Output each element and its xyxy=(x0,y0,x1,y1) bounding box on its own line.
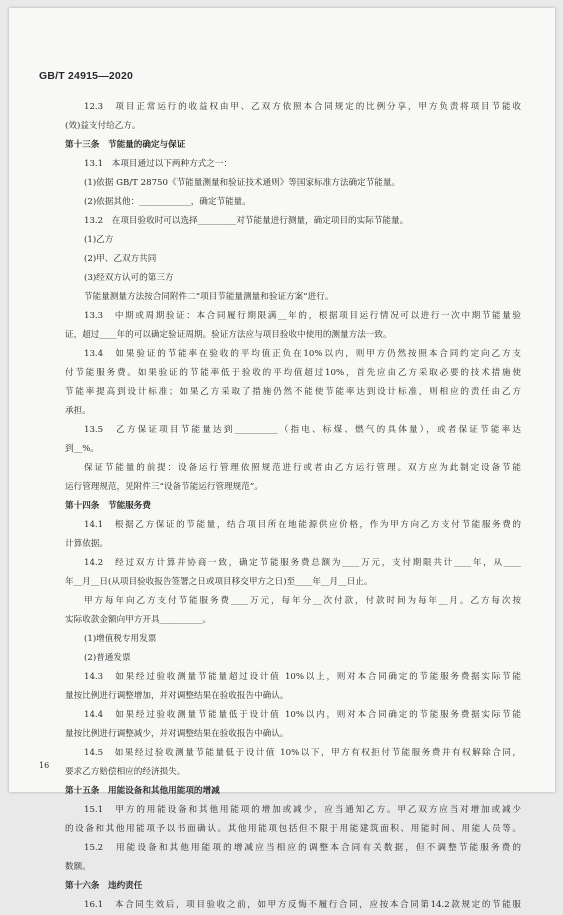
text-line: (3)经双方认可的第三方 xyxy=(84,273,174,283)
text-line: 15.2 用能设备和其他用能项的增减应当相应的调整本合同有关数据，但不调整节能服务费的 xyxy=(84,843,521,853)
text-line: 运行管理规范，见附件三“设备节能运行管理规范”。 xyxy=(65,482,263,492)
text-line: 实际收款金额向甲方开具__________。 xyxy=(65,615,212,625)
text-line: (1)增值税专用发票 xyxy=(84,634,157,644)
text-line: 数额。 xyxy=(65,862,91,872)
text-line: 14.4 如果经过验收测量节能量低于设计值 10%以内，则对本合同确定的节能服务费据实际节能 xyxy=(84,710,521,720)
article-heading: 第十六条 违约责任 xyxy=(65,881,143,891)
text-line: (1)乙方 xyxy=(84,235,114,245)
text-line: 14.3 如果经过验收测量节能量超过设计值 10%以上，则对本合同确定的节能服务费据实际节能 xyxy=(84,672,521,682)
text-line: 13.1 本项目通过以下两种方式之一： xyxy=(84,159,233,169)
article-heading: 第十三条 节能量的确定与保证 xyxy=(65,140,186,150)
page-number: 16 xyxy=(39,761,50,770)
text-line: (2)普通发票 xyxy=(84,653,131,663)
text-line: 13.2 在项目验收时可以选择_________对节能量进行测量，确定项目的实际节能量。 xyxy=(84,216,409,226)
text-line: 保证节能量的前提：设备运行管理依照规范进行或者由乙方运行管理。双方应为此制定设备节能 xyxy=(84,463,521,473)
text-line: 年__月__日(从项目验收报告签署之日或项目移交甲方之日)至____年__月__日止。 xyxy=(65,577,373,587)
text-line: 14.5 如果经过验收测量节能量低于设计值 10%以下，甲方有权拒付节能服务费并有权解除合同， xyxy=(84,748,521,758)
text-line: 量按比例进行调整增加，并对调整结果在验收报告中确认。 xyxy=(65,691,289,701)
text-line: 的设备和其他用能项予以书面确认。其他用能项包括但不限于用能建筑面积、用能时间、用能人员等。 xyxy=(65,824,521,834)
text-line: 付节能服务费。如果验证的节能率低于验收的平均值超过10%，首先应由乙方采取必要的技术措施使 xyxy=(65,368,521,378)
text-line: 要求乙方赔偿相应的经济损失。 xyxy=(65,767,186,777)
text-line: 到__%。 xyxy=(65,444,99,454)
text-line: 12.3 项目正常运行的收益权由甲、乙双方依照本合同规定的比例分享，甲方负责将项目节能收 xyxy=(84,102,521,112)
text-line: 承担。 xyxy=(65,406,91,416)
document-page xyxy=(9,8,555,910)
document-body xyxy=(65,98,521,915)
text-line: 14.2 经过双方计算并协商一致，确定节能服务费总额为____万元，支付期限共计____年，从____ xyxy=(84,558,521,568)
text-line: 13.3 中期或周期验证：本合同履行期限满__年的，根据项目运行情况可以进行一次中期节能量验 xyxy=(84,311,521,321)
text-line: (1)依据 GB/T 28750《节能量测量和验证技术通则》等国家标准方法确定节能量。 xyxy=(84,178,401,188)
text-line: 甲方每年向乙方支付节能服务费____万元，每年分__次付款，付款时间为每年__月。乙方每次按 xyxy=(84,596,521,606)
text-line: 节能率提高到设计标准；如果乙方采取了措施仍然不能使节能率达到设计标准，则相应的责任由乙方 xyxy=(65,387,521,397)
text-line: (2)依据其他：____________，确定节能量。 xyxy=(84,197,251,207)
article-heading: 第十五条 用能设备和其他用能项的增减 xyxy=(65,786,220,796)
text-line: (效)益支付给乙方。 xyxy=(65,121,141,131)
article-heading: 第十四条 节能服务费 xyxy=(65,501,151,511)
text-line: 证，超过____年的可以确定验证周期。验证方法应与项目验收中使用的测量方法一致。 xyxy=(65,330,392,340)
text-line: 节能量测量方法按合同附件二“项目节能量测量和验证方案”进行。 xyxy=(84,292,334,302)
text-line: 13.5 乙方保证项目节能量达到__________（指电、标煤、燃气的具体量），或者保证节能率达 xyxy=(84,425,521,435)
text-line: 13.4 如果验证的节能率在验收的平均值正负在10%以内，则甲方仍然按照本合同约定向乙方支 xyxy=(84,349,521,359)
text-line: 14.1 根据乙方保证的节能量，结合项目所在地能源供应价格，作为甲方向乙方支付节能服务费的 xyxy=(84,520,521,530)
text-line: 15.1 甲方的用能设备和其他用能项的增加或减少，应当通知乙方。甲乙双方应当对增加或减少 xyxy=(84,805,521,815)
standard-number: GB/T 24915—2020 xyxy=(39,70,134,82)
text-line: 计算依据。 xyxy=(65,539,108,549)
text-line: 16.1 本合同生效后，项目验收之前，如甲方反悔不履行合同，应按本合同第14.2款规定的节能服 xyxy=(84,900,521,910)
text-line: 量按比例进行调整减少，并对调整结果在验收报告中确认。 xyxy=(65,729,289,739)
text-line: (2)甲、乙双方共同 xyxy=(84,254,157,264)
